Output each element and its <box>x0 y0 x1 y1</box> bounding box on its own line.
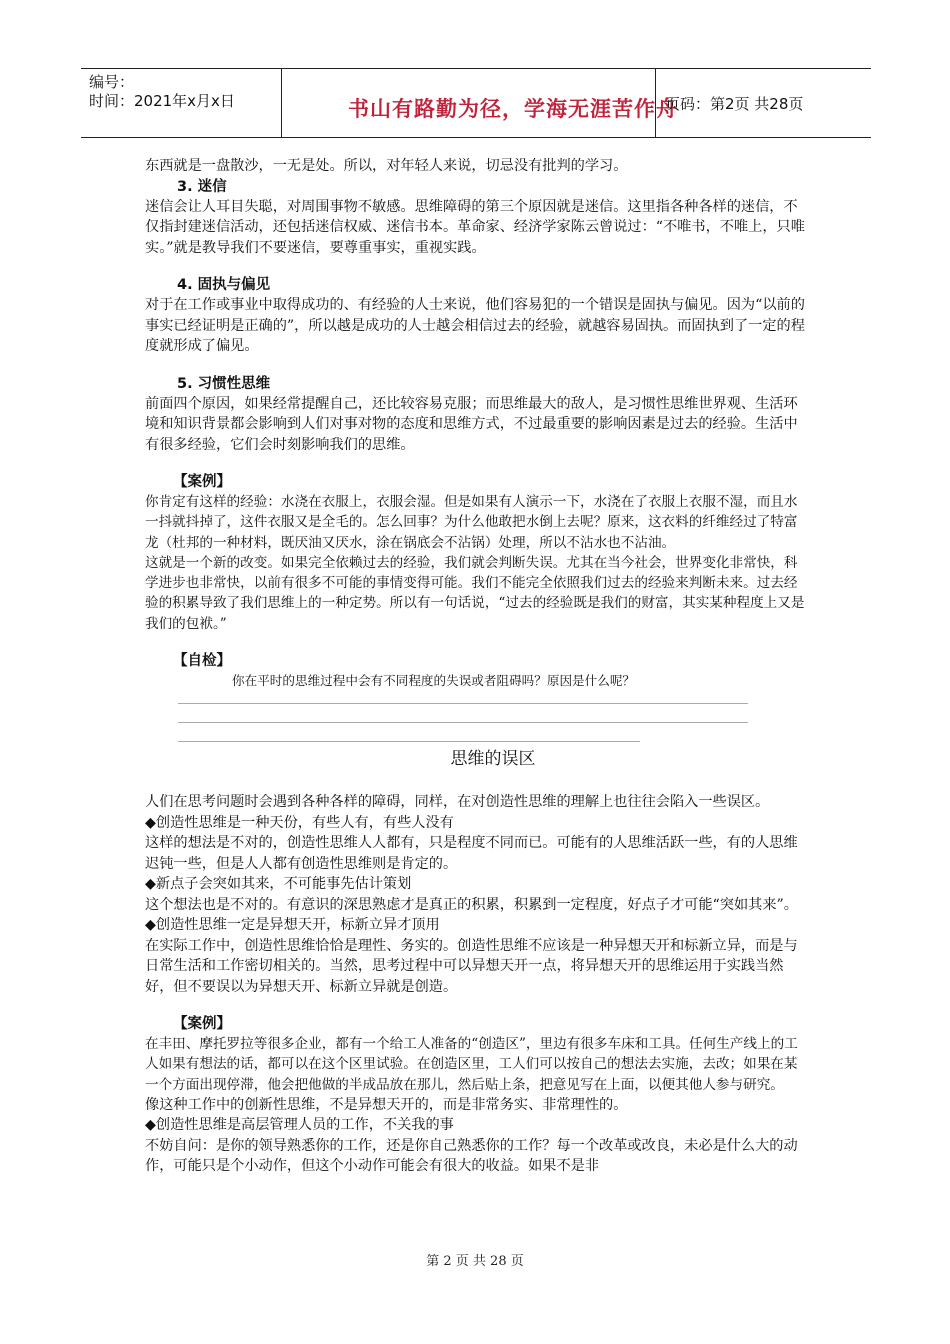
case-paragraph: 这就是一个新的改变。如果完全依赖过去的经验，我们就会判断失误。尤其在当今社会，世界变化非常快，科学进步也非常快，以前有很多不可能的事情变得可能。我们不能完全依照我们过去的经验来判断未来。过去经验的积累导致了我们思维上的一种定势。所以有一句话说，“过去的经验既是我们的财富，其实某种程度上又是我们的包袱。” <box>145 554 805 632</box>
paragraph: 人们在思考问题时会遇到各种各样的障碍，同样，在对创造性思维的理解上也往往会陷入一些误区。 <box>145 794 770 811</box>
section-title: 思维的误区 <box>450 749 536 770</box>
answer-line[interactable] <box>178 741 640 742</box>
page-header <box>81 68 871 138</box>
paragraph: 前面四个原因，如果经常提醒自己，还比较容易克服；而思维最大的敌人，是习惯性思维世界观、生活环境和知识背景都会影响到人们对事对物的态度和思维方式，不过最重要的影响因素是过去的经验。生活中有很多经验，它们会时刻影响我们的思维。 <box>145 395 798 453</box>
document-code: 编号： <box>89 73 135 91</box>
paragraph: 这个想法也是不对的。有意识的深思熟虑才是真正的积累，积累到一定程度，好点子才可能“突如其来”。 <box>145 896 798 913</box>
header-divider <box>655 69 656 137</box>
header-divider <box>281 69 282 137</box>
paragraph: 这样的想法是不对的，创造性思维人人都有，只是程度不同而已。可能有的人思维活跃一些，有的人思维迟钝一些，但是人人都有创造性思维则是肯定的。 <box>145 835 798 872</box>
paragraph: 不妨自问：是你的领导熟悉你的工作，还是你自己熟悉你的工作？每一个改革或改良，未必是什么大的动作，可能只是个小动作，但这个小动作可能会有很大的收益。如果不是非 <box>145 1137 798 1175</box>
heading-habitual-thinking: 5. 习惯性思维 <box>177 375 271 392</box>
self-check-tag: 【自检】 <box>173 653 231 670</box>
case-paragraph: 在丰田、摩托罗拉等很多企业，都有一个给工人准备的“创造区”，里边有很多车床和工具。任何生产线上的工人如果有想法的话，都可以在这个区里试验。在创造区里，工人们可以按自己的想法去实施，去改；如果在某一个方面出现停滞，他会把他做的半成品放在那儿，然后贴上条，把意见写在上面，以便其他人参与研究。 <box>145 1036 798 1093</box>
paragraph: 东西就是一盘散沙，一无是处。所以，对年轻人来说，切忌没有批判的学习。 <box>145 158 628 174</box>
case-paragraph: 你肯定有这样的经验：水浇在衣服上，衣服会湿。但是如果有人演示一下，水浇在了衣服上衣服不湿，而且水一抖就抖掉了，这件衣服又是全毛的。怎么回事？为什么他敢把水倒上去呢？原来，这衣料的纤维经过了特富龙（杜邦的一种材料，既厌油又厌水，涂在锅底会不沾锅）处理，所以不沾水也不沾油。 <box>145 494 798 551</box>
self-check-question: 你在平时的思维过程中会有不同程度的失误或者阻碍吗？原因是什么呢？ <box>232 673 635 689</box>
case-tag: 【案例】 <box>173 1016 231 1033</box>
bullet-heading: ◆创造性思维一定是异想天开，标新立异才顶用 <box>145 917 440 934</box>
page-footer: 第 2 页 共 28 页 <box>426 1254 524 1269</box>
paragraph: 在实际工作中，创造性思维恰恰是理性、务实的。创造性思维不应该是一种异想天开和标新立异，而是与日常生活和工作密切相关的。当然，思考过程中可以异想天开一点，将异想天开的思维运用于实践当然好，但不要误以为异想天开、标新立异就是创造。 <box>145 937 798 995</box>
heading-superstition: 3. 迷信 <box>177 178 227 195</box>
case-tag: 【案例】 <box>173 474 231 490</box>
document-date: 时间：2021年x月x日 <box>89 92 235 110</box>
header-motto: 书山有路勤为径，学海无涯苦作舟 <box>348 96 678 121</box>
header-page-info: 页码：第2页 共28页 <box>665 95 804 113</box>
bullet-heading: ◆新点子会突如其来，不可能事先估计策划 <box>145 876 412 893</box>
document-body <box>145 156 811 1177</box>
paragraph: 像这种工作中的创新性思维，不是异想天开的，而是非常务实、非常理性的。 <box>145 1096 628 1113</box>
paragraph: 迷信会让人耳目失聪，对周围事物不敏感。思维障碍的第三个原因就是迷信。这里指各种各样的迷信，不仅指封建迷信活动，还包括迷信权威、迷信书本。革命家、经济学家陈云曾说过：“不唯书，不唯上，只唯实。”就是教导我们不要迷信，要尊重事实，重视实践。 <box>145 198 805 256</box>
paragraph: 对于在工作或事业中取得成功的、有经验的人士来说，他们容易犯的一个错误是固执与偏见。因为“以前的事实已经证明是正确的”，所以越是成功的人士越会相信过去的经验，就越容易固执。而固执到了一定的程度就形成了偏见。 <box>145 297 805 354</box>
heading-stubbornness: 4. 固执与偏见 <box>177 277 271 293</box>
bullet-heading: ◆创造性思维是一种天份，有些人有，有些人没有 <box>145 814 454 831</box>
bullet-heading: ◆创造性思维是高层管理人员的工作，不关我的事 <box>145 1117 454 1134</box>
